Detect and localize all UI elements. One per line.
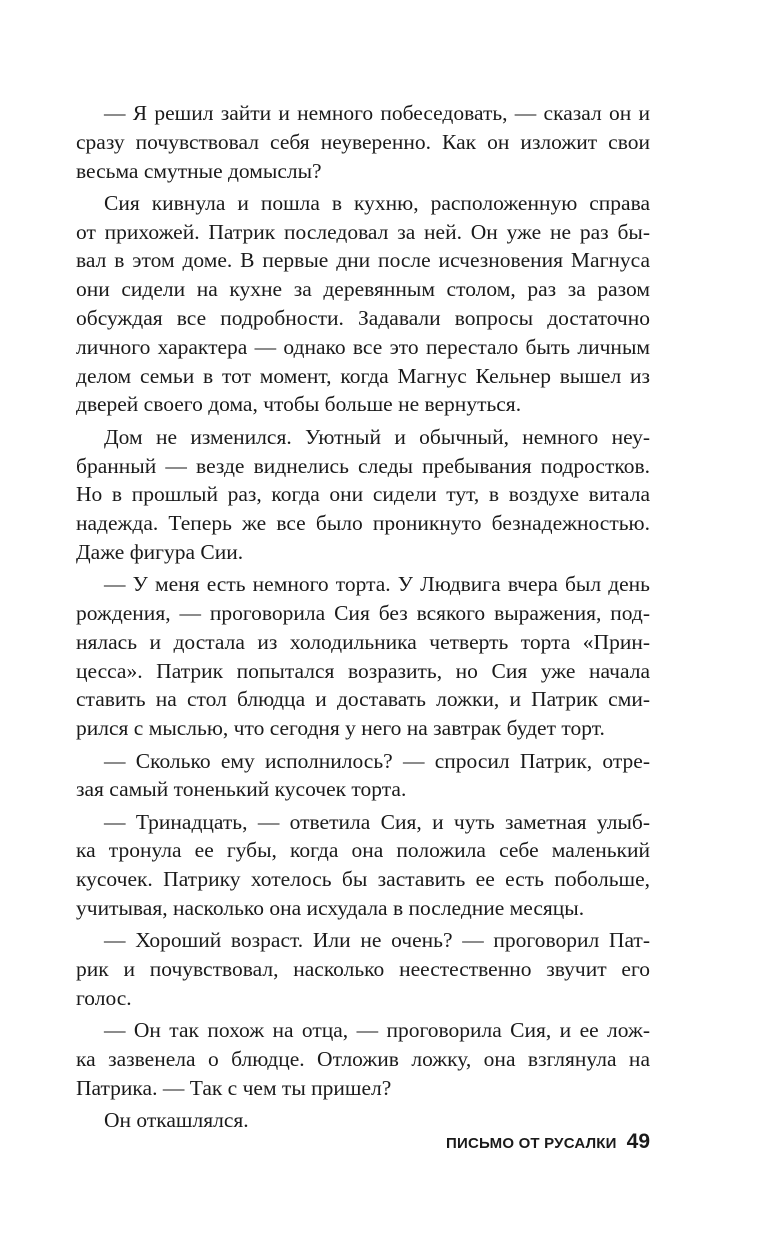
text-line: делом семьи в тот момент, когда Магнус Кельнер вышел из <box>76 363 650 388</box>
text-line: ставить на стол блюдца и доставать ложки, и Патрик сми- <box>76 687 650 712</box>
text-line: Дом не изменился. Уютный и обычный, немного неу- <box>104 424 650 449</box>
body-text <box>76 99 650 1135</box>
text-line: нялась и достала из холодильника четверть торта «Прин- <box>76 629 650 654</box>
text-line: надежда. Теперь же все было проникнуто безнадежностью. <box>76 511 650 536</box>
text-line: — Тринадцать, — ответила Сия, и чуть заметная улыб- <box>104 809 650 834</box>
text-line: цесса». Патрик попытался возразить, но Сия уже начала <box>76 658 650 683</box>
paragraph <box>76 423 650 567</box>
text-line: весьма смутные домыслы? <box>76 158 322 183</box>
text-line: учитывая, насколько она исхудала в последние месяцы. <box>76 896 585 921</box>
text-line: вал в этом доме. В первые дни после исчезновения Магнуса <box>76 248 650 273</box>
paragraph <box>76 926 650 1012</box>
text-line: они сидели на кухне за деревянным столом, раз за разом <box>76 277 650 302</box>
paragraph <box>76 808 650 923</box>
paragraph <box>76 189 650 419</box>
text-line: — Хороший возраст. Или не очень? — проговорил Пат- <box>104 928 650 953</box>
text-line: ка тронула ее губы, когда она положила себе маленький <box>76 838 650 863</box>
text-line: рик и почувствовал, насколько неестественно звучит его <box>76 957 650 982</box>
text-line: Но в прошлый раз, когда они сидели тут, в воздухе витала <box>76 482 650 507</box>
text-line: обсуждая все подробности. Задавали вопросы достаточно <box>76 306 650 331</box>
text-line: от прихожей. Патрик последовал за ней. Он уже не раз бы- <box>76 219 650 244</box>
text-line: дверей своего дома, чтобы больше не вернуться. <box>76 392 522 417</box>
text-line: — Сколько ему исполнилось? — спросил Патрик, отре- <box>104 748 650 773</box>
text-line: рождения, — проговорила Сия без всякого выражения, под- <box>76 601 650 626</box>
text-line: голос. <box>76 985 132 1010</box>
page-number: 49 <box>626 1130 650 1153</box>
text-line: Патрика. — Так с чем ты пришел? <box>76 1075 392 1100</box>
page-footer <box>446 1130 650 1154</box>
text-line: рился с мыслью, что сегодня у него на завтрак будет торт. <box>76 716 605 741</box>
text-line: личного характера — однако все это перестало быть личным <box>76 334 650 359</box>
text-line: Сия кивнула и пошла в кухню, расположенную справа <box>104 190 650 215</box>
text-line: кусочек. Патрику хотелось бы заставить ее есть побольше, <box>76 867 650 892</box>
text-line: — Я решил зайти и немного побеседовать, — сказал он и <box>104 101 650 125</box>
text-line: — У меня есть немного торта. У Людвига вчера был день <box>104 572 650 597</box>
paragraph <box>76 570 650 743</box>
paragraph <box>76 99 650 185</box>
text-line: — Он так похож на отца, — проговорила Сия, и ее лож- <box>104 1018 650 1043</box>
text-line: Даже фигура Сии. <box>76 539 244 564</box>
text-line: Он откашлялся. <box>104 1108 249 1133</box>
text-line: зая самый тоненький кусочек торта. <box>76 777 407 802</box>
text-line: сразу почувствовал себя неуверенно. Как он изложит свои <box>76 129 650 154</box>
text-line: бранный — везде виднелись следы пребывания подростков. <box>76 453 650 478</box>
running-title: ПИСЬМО ОТ РУСАЛКИ <box>446 1135 617 1152</box>
paragraph <box>76 1016 650 1102</box>
paragraph <box>76 747 650 805</box>
text-line: ка зазвенела о блюдце. Отложив ложку, она взглянула на <box>76 1047 650 1071</box>
